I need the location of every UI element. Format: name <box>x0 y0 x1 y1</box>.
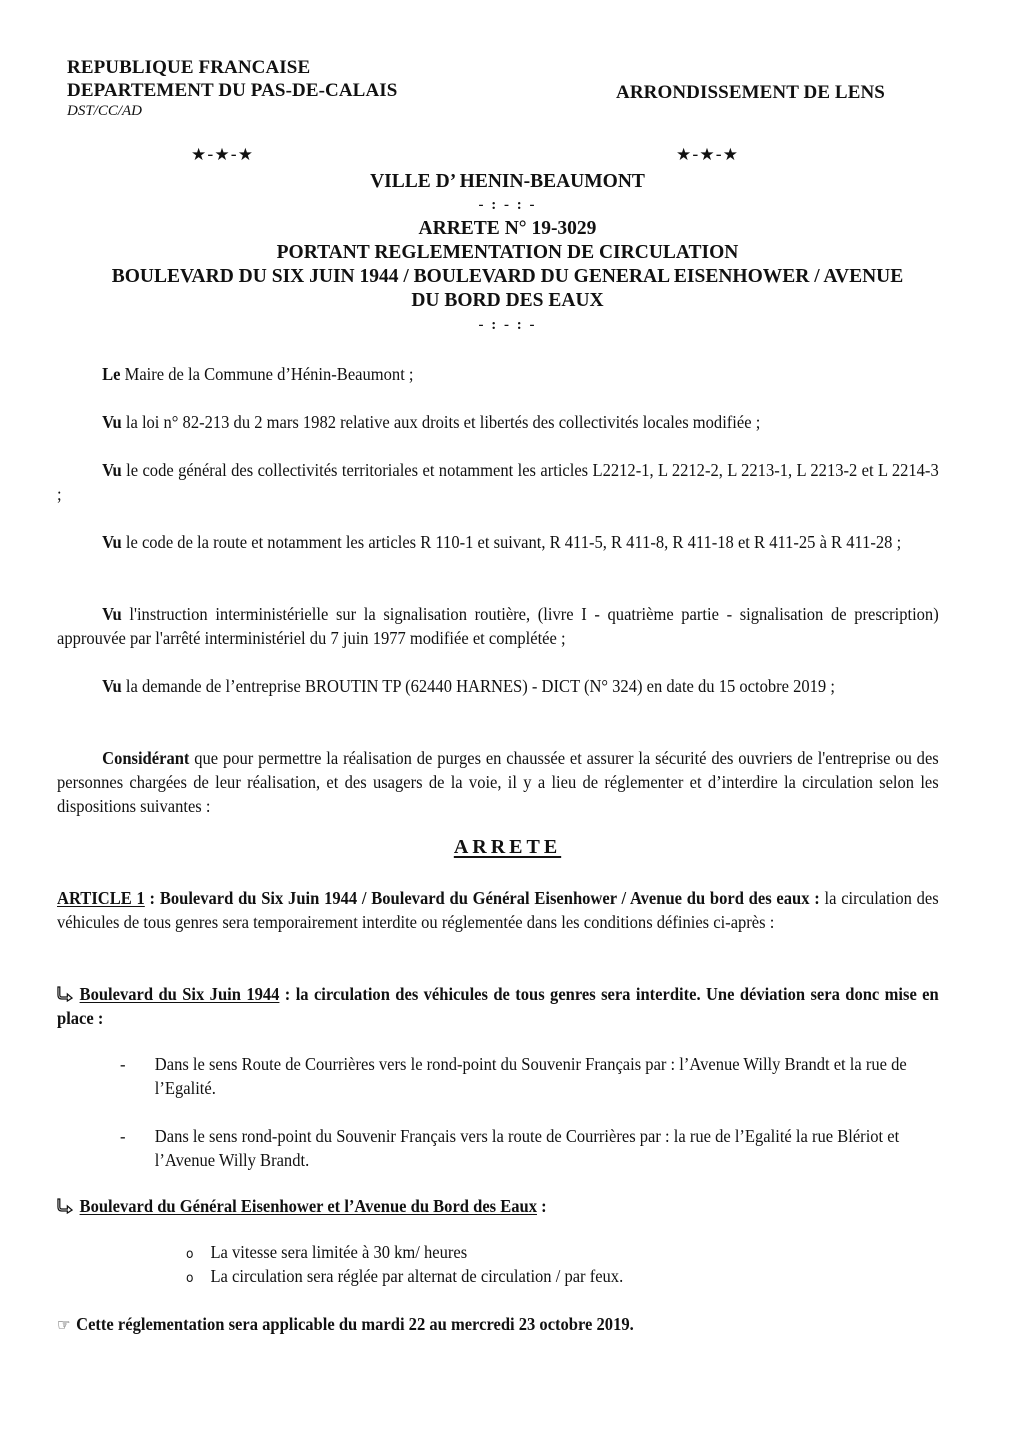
dash-bullet: - <box>120 1054 126 1074</box>
subject-line-1: PORTANT REGLEMENTATION DE CIRCULATION <box>276 242 739 263</box>
arrete-heading: ARRETE <box>453 836 562 858</box>
preamble-vu-demande <box>57 674 939 698</box>
stars-left-ornament: ★-★-★ <box>191 145 254 165</box>
header-arrondissement: ARRONDISSEMENT DE LENS <box>616 82 885 103</box>
list-item-text: Dans le sens rond-point du Souvenir Français vers la route de Courrières par : la rue de l’Egalité la rue Blériot et l’Avenue Willy Brandt. <box>154 1126 900 1170</box>
arrow-hook-icon <box>57 984 74 1000</box>
section-boulevard-eisenhower <box>57 1194 939 1218</box>
list-item <box>120 1052 947 1100</box>
section-suffix: : <box>537 1196 547 1216</box>
preamble-lead: Vu <box>102 604 122 624</box>
note-text: Cette réglementation sera applicable du mardi 22 au mercredi 23 octobre 2019. <box>76 1314 634 1334</box>
list-item <box>120 1124 947 1172</box>
list-item-text: La circulation sera réglée par alternat de circulation / par feux. <box>210 1266 624 1286</box>
arrow-hook-icon <box>57 1196 74 1212</box>
article-intro: : Boulevard du Six Juin 1944 / Boulevard du Général Eisenhower / Avenue du bord des eaux : <box>144 888 820 908</box>
preamble-text: la loi n° 82-213 du 2 mars 1982 relative aux droits et libertés des collectivités locales modifiée ; <box>121 412 761 432</box>
preamble-text: l'instruction interministérielle sur la signalisation routière, (livre I - quatrième partie - signalisation de prescription) approuvée par l'arrêté interministériel du 7 juin 1977 modifiée et complétée ; <box>57 604 939 648</box>
list-item <box>186 1240 467 1267</box>
preamble-lead: Vu <box>102 532 122 552</box>
preamble-lead: Vu <box>102 412 122 432</box>
applicability-note <box>57 1312 939 1337</box>
header-departement: DEPARTEMENT DU PAS-DE-CALAIS <box>67 80 398 101</box>
title-separator: - : - : - <box>478 317 537 333</box>
pointing-hand-icon: ☞ <box>57 1315 71 1334</box>
circle-bullet: o <box>186 1271 194 1286</box>
article-label: ARTICLE 1 <box>57 888 145 908</box>
title-separator: - : - : - <box>478 197 537 213</box>
preamble-vu-instruction <box>57 602 939 650</box>
section-text: : la circulation des véhicules de tous genres sera interdite. Une déviation sera donc mise en place : <box>57 984 939 1028</box>
preamble-vu-loi <box>57 410 939 434</box>
section-boulevard-six-juin <box>57 982 939 1030</box>
header-republique: REPUBLIQUE FRANCAISE <box>67 57 311 78</box>
circle-bullet: o <box>186 1247 194 1262</box>
preamble-text: Maire de la Commune d’Hénin-Beaumont ; <box>120 364 414 384</box>
section-title: Boulevard du Six Juin 1944 <box>79 984 280 1004</box>
list-item <box>186 1264 623 1291</box>
section-title: Boulevard du Général Eisenhower et l’Avenue du Bord des Eaux <box>79 1196 538 1216</box>
preamble-lead: Le <box>102 364 121 384</box>
preamble-considerant <box>57 746 939 818</box>
preamble-vu-code-route <box>57 530 939 554</box>
article-1 <box>57 886 939 934</box>
preamble-lead: Considérant <box>102 748 190 768</box>
header-reference: DST/CC/AD <box>67 103 143 119</box>
preamble-text: la demande de l’entreprise BROUTIN TP (62440 HARNES) - DICT (N° 324) en date du 15 octobre 2019 ; <box>121 676 835 696</box>
arrete-number: ARRETE N° 19-3029 <box>418 218 597 239</box>
list-item-text: La vitesse sera limitée à 30 km/ heures <box>210 1242 468 1262</box>
preamble-vu-cgct <box>57 458 939 506</box>
preamble-text: le code de la route et notamment les articles R 110-1 et suivant, R 411-5, R 411-8, R 411-18 et R 411-25 à R 411-28 ; <box>121 532 902 552</box>
subject-line-3: DU BORD DES EAUX <box>411 290 604 311</box>
preamble-lead: Vu <box>102 460 122 480</box>
preamble-maire <box>57 362 939 386</box>
preamble-lead: Vu <box>102 676 122 696</box>
preamble-text: que pour permettre la réalisation de purges en chaussée et assurer la sécurité des ouvriers de l'entreprise ou des personnes chargées de leur réalisation, et des usagers de la voie, il y a lieu de réglementer et d’interdire la circulation selon les dispositions suivantes : <box>57 748 939 816</box>
dash-bullet: - <box>120 1126 126 1146</box>
stars-right-ornament: ★-★-★ <box>676 145 739 165</box>
list-item-text: Dans le sens Route de Courrières vers le rond-point du Souvenir Français par : l’Avenue Willy Brandt et la rue de l’Egalité. <box>154 1054 907 1098</box>
subject-line-2: BOULEVARD DU SIX JUIN 1944 / BOULEVARD DU GENERAL EISENHOWER / AVENUE <box>111 266 904 287</box>
article-text: la circulation des véhicules de tous genres sera temporairement interdite ou réglementée dans les conditions définies ci-après : <box>57 888 939 932</box>
preamble-text: le code général des collectivités territoriales et notamment les articles L2212-1, L 2212-2, L 2213-1, L 2213-2 et L 2214-3 ; <box>57 460 939 504</box>
city-title: VILLE D’ HENIN-BEAUMONT <box>370 171 645 192</box>
arrete-heading-wrap <box>0 836 1015 859</box>
